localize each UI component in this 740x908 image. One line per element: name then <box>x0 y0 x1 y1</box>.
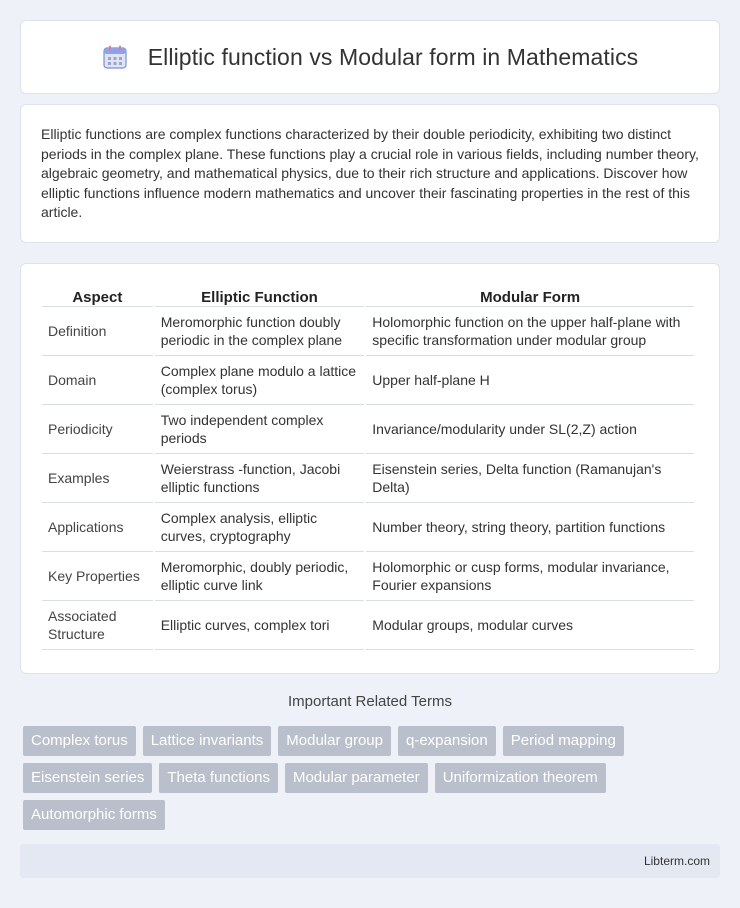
calendar-icon <box>102 44 128 70</box>
intro-text: Elliptic functions are complex functions characterized by their double periodicity, exhibiting two distinct periods in the complex plane. These functions play a crucial role in various fields, including number theory, algebraic geometry, and mathematical physics, due to their rich structure and applications. Discover how elliptic functions influence modern mathematics and uncover their fascinating properties in the rest of this article. <box>41 126 699 221</box>
cell-aspect: Applications <box>42 503 153 552</box>
cell-aspect: Key Properties <box>42 552 153 601</box>
cell-elliptic: Complex plane modulo a lattice (complex torus) <box>155 356 365 405</box>
tag-lattice-invariants[interactable]: Lattice invariants <box>143 726 272 756</box>
intro-card <box>20 104 720 243</box>
cell-elliptic: Complex analysis, elliptic curves, cryptography <box>155 503 365 552</box>
footer <box>20 844 720 878</box>
comparison-table <box>40 286 696 650</box>
cell-modular: Modular groups, modular curves <box>366 601 694 650</box>
header-modular-form: Modular Form <box>366 286 694 307</box>
tag-period-mapping[interactable]: Period mapping <box>503 726 624 756</box>
page-title: Elliptic function vs Modular form in Mathematics <box>147 43 639 70</box>
footer-site-link[interactable]: Libterm.com <box>643 854 710 868</box>
cell-elliptic: Two independent complex periods <box>155 405 365 454</box>
table-row <box>42 503 694 552</box>
cell-modular: Eisenstein series, Delta function (Ramanujan's Delta) <box>366 454 694 503</box>
tag-modular-group[interactable]: Modular group <box>278 726 391 756</box>
table-row <box>42 307 694 356</box>
cell-modular: Holomorphic function on the upper half-plane with specific transformation under modular group <box>366 307 694 356</box>
cell-aspect: Definition <box>42 307 153 356</box>
related-terms-title: Important Related Terms <box>288 693 452 710</box>
cell-aspect: Examples <box>42 454 153 503</box>
cell-elliptic: Elliptic curves, complex tori <box>155 601 365 650</box>
table-row <box>42 601 694 650</box>
cell-aspect: Domain <box>42 356 153 405</box>
related-terms-list <box>23 726 703 830</box>
cell-modular: Upper half-plane H <box>366 356 694 405</box>
cell-elliptic: Weierstrass -function, Jacobi elliptic functions <box>155 454 365 503</box>
table-header-row <box>42 286 694 307</box>
table-row <box>42 454 694 503</box>
cell-elliptic: Meromorphic function doubly periodic in the complex plane <box>155 307 365 356</box>
tag-complex-torus[interactable]: Complex torus <box>23 726 136 756</box>
cell-modular: Number theory, string theory, partition functions <box>366 503 694 552</box>
table-row <box>42 552 694 601</box>
cell-modular: Invariance/modularity under SL(2,Z) action <box>366 405 694 454</box>
table-row <box>42 356 694 405</box>
header-elliptic-function: Elliptic Function <box>155 286 365 307</box>
cell-aspect: Associated Structure <box>42 601 153 650</box>
table-row <box>42 405 694 454</box>
tag-theta-functions[interactable]: Theta functions <box>159 763 278 793</box>
cell-aspect: Periodicity <box>42 405 153 454</box>
cell-modular: Holomorphic or cusp forms, modular invariance, Fourier expansions <box>366 552 694 601</box>
title-card <box>20 20 720 94</box>
comparison-card <box>20 263 720 674</box>
header-aspect: Aspect <box>42 286 153 307</box>
tag-q-expansion[interactable]: q-expansion <box>398 726 496 756</box>
cell-elliptic: Meromorphic, doubly periodic, elliptic curve link <box>155 552 365 601</box>
tag-modular-parameter[interactable]: Modular parameter <box>285 763 428 793</box>
tag-automorphic-forms[interactable]: Automorphic forms <box>23 800 165 830</box>
tag-uniformization-theorem[interactable]: Uniformization theorem <box>435 763 606 793</box>
tag-eisenstein-series[interactable]: Eisenstein series <box>23 763 152 793</box>
